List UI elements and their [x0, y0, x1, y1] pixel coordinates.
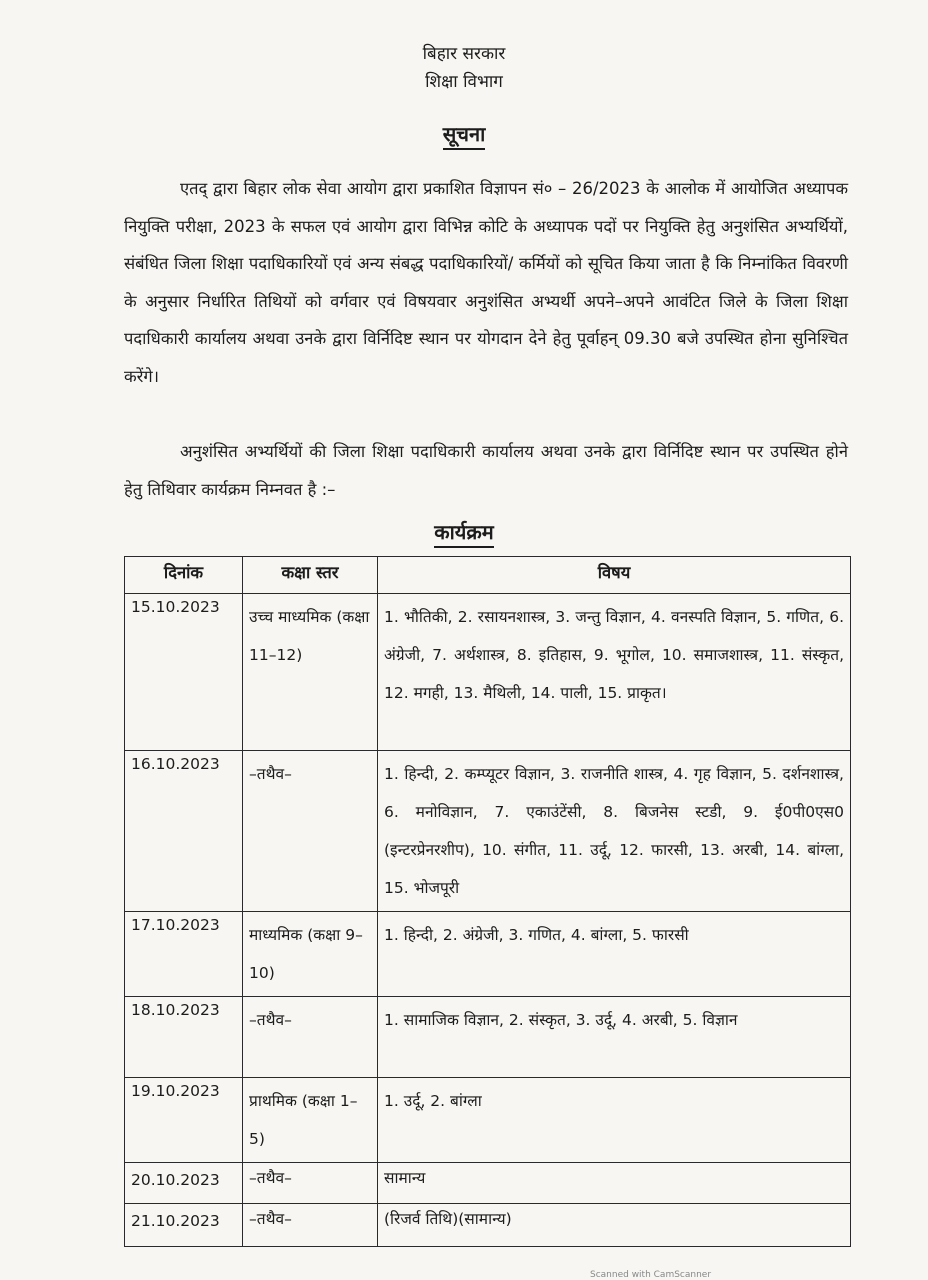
table-row [125, 594, 851, 751]
notice-paragraph-1: एतद् द्वारा बिहार लोक सेवा आयोग द्वारा प्रकाशित विज्ञापन सं० – 26/2023 के आलोक में आयोजित अध्यापक नियुक्ति परीक्षा, 2023 के सफल एवं आयोग द्वारा विभिन्न कोटि के अध्यापक पदों पर नियुक्ति हेतु अनुशंसित अभ्यर्थियों, संबंधित जिला शिक्षा पदाधिकारियों एवं अन्य संबद्ध पदाधिकारियों/ कर्मियों को सूचित किया जाता है कि निम्नांकित विवरणी के अनुसार निर्धारित तिथियों को वर्गवार एवं विषयवार अनुशंसित अभ्यर्थी अपने–अपने आवंटित जिले के जिला शिक्षा पदाधिकारी कार्यालय अथवा उनके द्वारा विर्निदिष्ट स्थान पर योगदान देने हेतु पूर्वाहन् 09.30 बजे उपस्थित होना सुनिश्चित करेंगे। [124, 179, 848, 386]
row-date: 20.10.2023 [125, 1163, 243, 1204]
row-date: 21.10.2023 [125, 1204, 243, 1247]
row-date: 18.10.2023 [125, 997, 243, 1078]
row-level: –तथैव– [243, 1163, 378, 1204]
table-row [125, 1204, 851, 1247]
department-name: शिक्षा विभाग [425, 72, 503, 92]
row-date: 16.10.2023 [125, 751, 243, 912]
program-title [0, 518, 928, 545]
header-date: दिनांक [125, 557, 243, 594]
program-title-text: कार्यक्रम [434, 520, 493, 548]
row-subjects: 1. सामाजिक विज्ञान, 2. संस्कृत, 3. उर्दू, 4. अरबी, 5. विज्ञान [378, 997, 851, 1078]
row-subjects: 1. हिन्दी, 2. अंग्रेजी, 3. गणित, 4. बांग्ला, 5. फारसी [378, 912, 851, 997]
table-row [125, 1163, 851, 1204]
row-subjects: 1. हिन्दी, 2. कम्प्यूटर विज्ञान, 3. राजनीति शास्त्र, 4. गृह विज्ञान, 5. दर्शनशास्त्र, 6. मनोविज्ञान, 7. एकाउंटेंसी, 8. बिजनेस स्टडी, 9. ई0पी0एस0 (इन्टरप्रेनरशीप), 10. संगीत, 11. उर्दू, 12. फारसी, 13. अरबी, 14. बांग्ला, 15. भोजपूरी [378, 751, 851, 912]
header-level: कक्षा स्तर [243, 557, 378, 594]
notice-paragraph-2: अनुशंसित अभ्यर्थियों की जिला शिक्षा पदाधिकारी कार्यालय अथवा उनके द्वारा विर्निदिष्ट स्थान पर उपस्थित होने हेतु तिथिवार कार्यक्रम निम्नवत है :– [124, 442, 848, 499]
scanner-watermark: Scanned with CamScanner [590, 1270, 712, 1280]
row-subjects: 1. भौतिकी, 2. रसायनशास्त्र, 3. जन्तु विज्ञान, 4. वनस्पति विज्ञान, 5. गणित, 6. अंग्रेजी, 7. अर्थशास्त्र, 8. इतिहास, 9. भूगोल, 10. समाजशास्त्र, 11. संस्कृत, 12. मगही, 13. मैथिली, 14. पाली, 15. प्राकृत। [378, 594, 851, 751]
row-date: 19.10.2023 [125, 1078, 243, 1163]
table-row [125, 1078, 851, 1163]
row-subjects: सामान्य [378, 1163, 851, 1204]
notice-title [0, 120, 928, 147]
row-subjects: (रिजर्व तिथि)(सामान्य) [378, 1204, 851, 1247]
row-level: उच्च माध्यमिक (कक्षा 11–12) [243, 594, 378, 751]
table-row [125, 997, 851, 1078]
row-level: –तथैव– [243, 751, 378, 912]
header-subjects: विषय [378, 557, 851, 594]
row-level: प्राथमिक (कक्षा 1–5) [243, 1078, 378, 1163]
row-level: माध्यमिक (कक्षा 9–10) [243, 912, 378, 997]
table-row [125, 751, 851, 912]
schedule-table [124, 556, 851, 1247]
table-row [125, 912, 851, 997]
government-name: बिहार सरकार [422, 44, 506, 64]
letterhead [0, 40, 928, 96]
row-date: 17.10.2023 [125, 912, 243, 997]
row-date: 15.10.2023 [125, 594, 243, 751]
table-header-row [125, 557, 851, 594]
row-level: –तथैव– [243, 1204, 378, 1247]
row-subjects: 1. उर्दू, 2. बांग्ला [378, 1078, 851, 1163]
row-level: –तथैव– [243, 997, 378, 1078]
notice-title-text: सूचना [443, 122, 486, 150]
